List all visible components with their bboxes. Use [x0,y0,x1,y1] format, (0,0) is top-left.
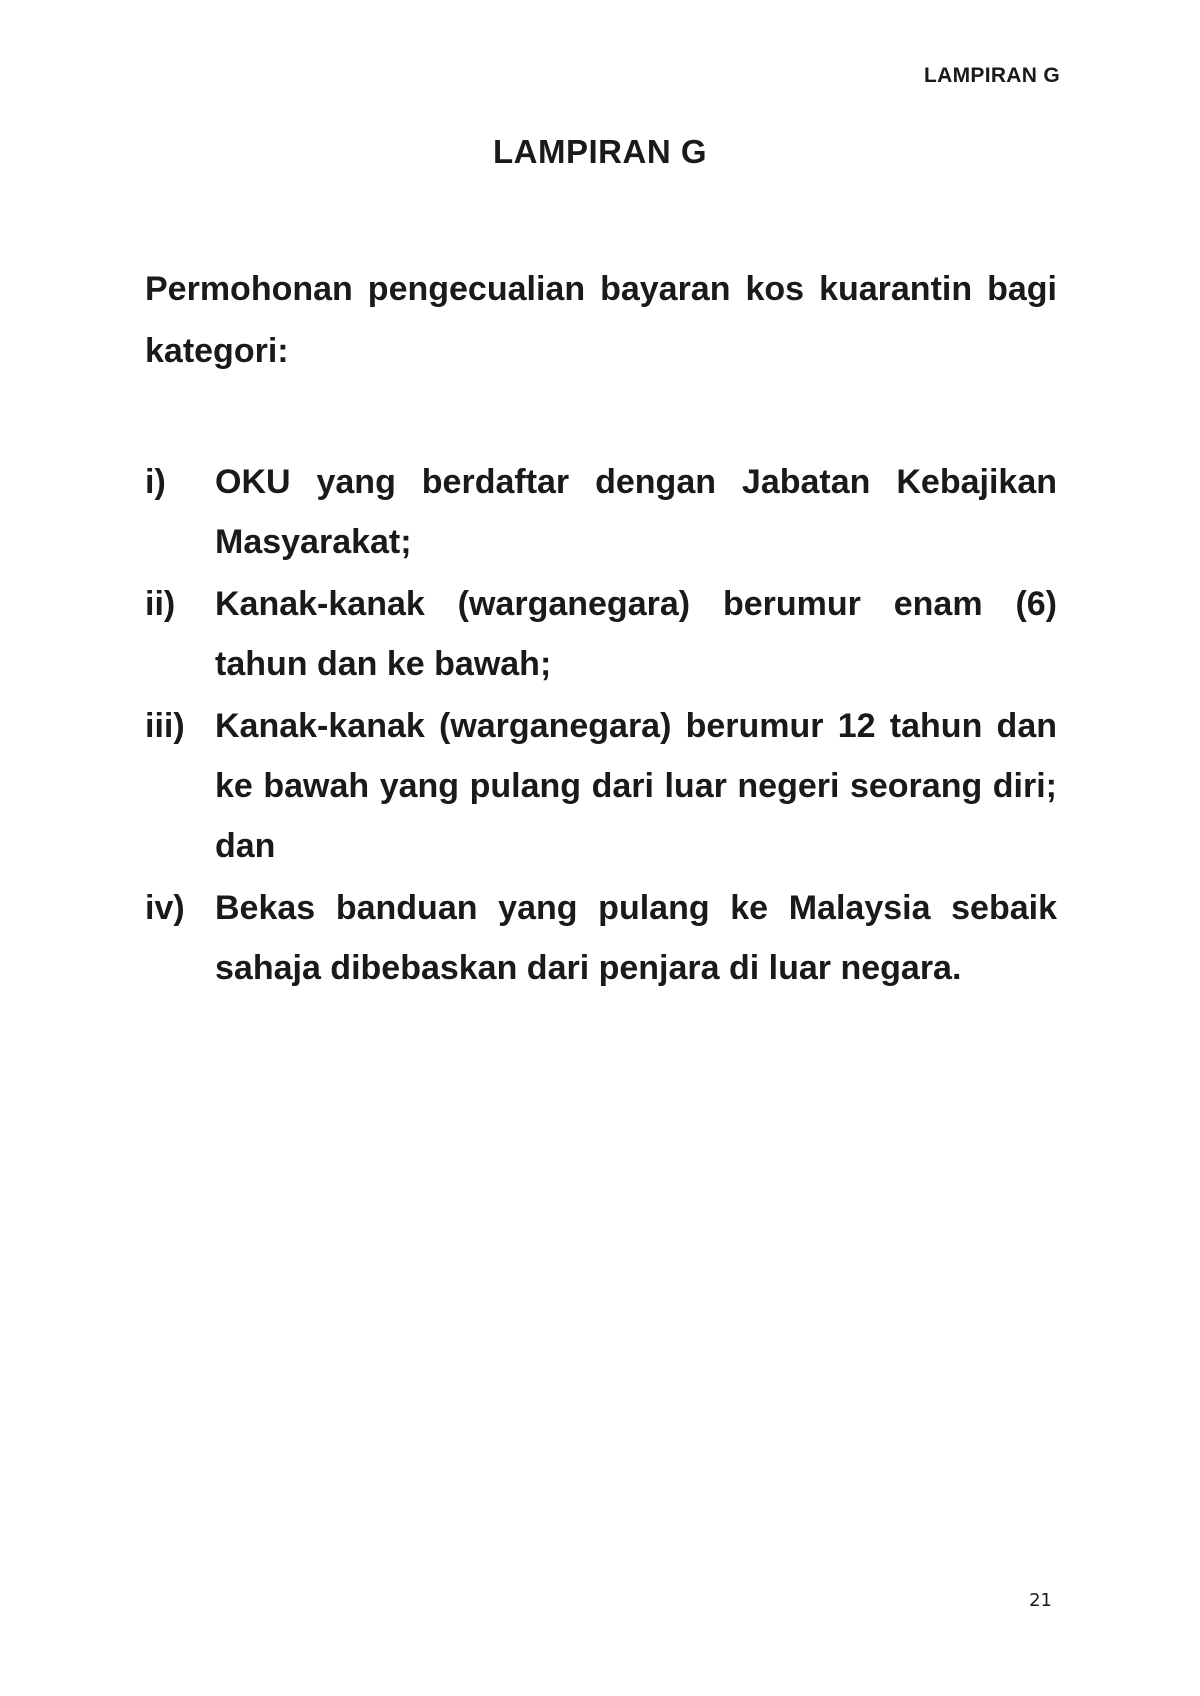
list-item-text: Bekas banduan yang pulang ke Malaysia sebaik sahaja dibebaskan dari penjara di luar negara. [215,889,1057,987]
list-item-number: ii) [145,585,176,623]
list-item-text: Kanak-kanak (warganegara) berumur enam (6) tahun dan ke bawah; [215,585,1057,683]
list-item-text: Kanak-kanak (warganegara) berumur 12 tahun dan ke bawah yang pulang dari luar negeri seorang diri; dan [215,707,1057,865]
category-list [145,452,1057,1000]
list-item [145,696,1057,876]
page-title: LAMPIRAN G [493,133,707,170]
list-item-text: OKU yang berdaftar dengan Jabatan Kebajikan Masyarakat; [215,463,1057,561]
list-item-number: iii) [145,707,185,745]
list-item-number: i) [145,463,166,501]
intro-paragraph: Permohonan pengecualian bayaran kos kuarantin bagi kategori: [145,270,1057,370]
list-item [145,574,1057,694]
page-number: 21 [1029,1590,1052,1611]
list-item-number: iv) [145,889,185,927]
list-item [145,452,1057,572]
list-item [145,878,1057,998]
running-header: LAMPIRAN G [924,64,1060,87]
